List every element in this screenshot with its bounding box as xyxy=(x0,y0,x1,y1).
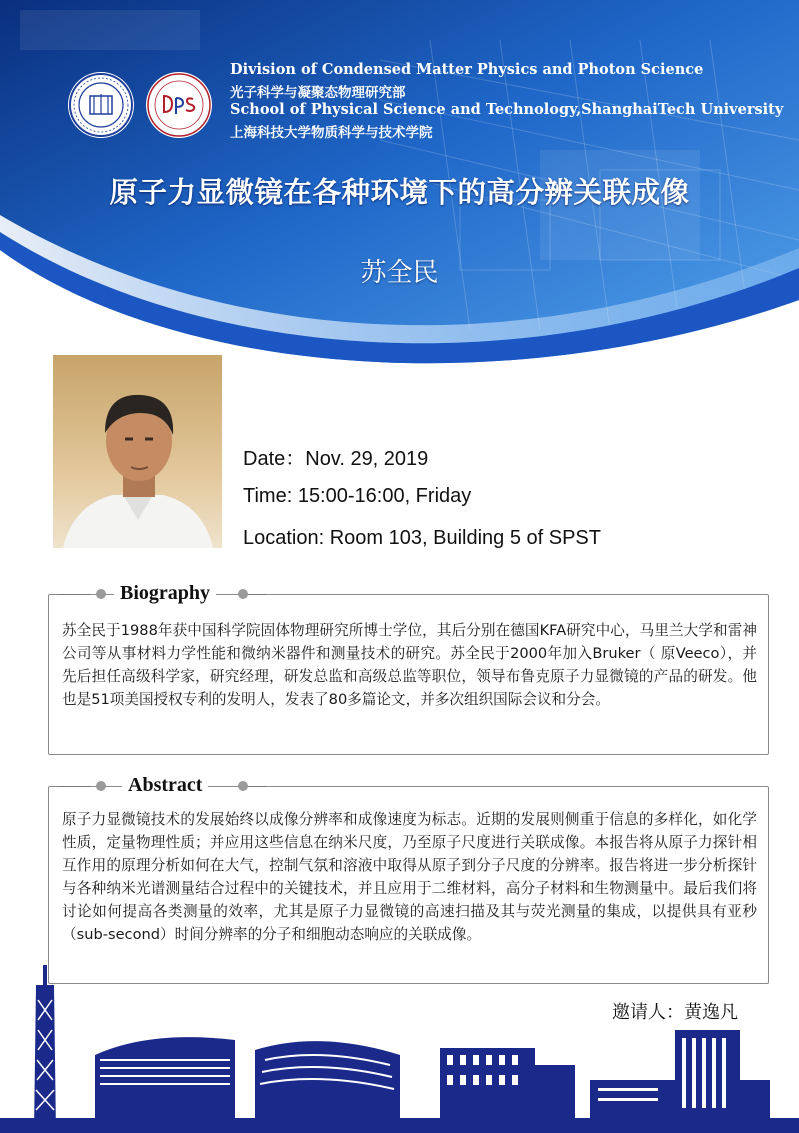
header-banner xyxy=(0,0,799,400)
event-location: Location: Room 103, Building 5 of SPST xyxy=(243,527,601,549)
abstract-dot-left xyxy=(96,781,106,791)
abstract-text: 原子力显微镜技术的发展始终以成像分辨率和成像速度为标志。近期的发展则侧重于信息的多样化，如化学性质，定量物理性质；并应用这些信息在纳米尺度，乃至原子尺度进行关联成像。本报告将从原子力探针相互作用的原理分析如何在大气，控制气氛和溶液中取得从原子到分子尺度的分辨率。报告将进一步分析探针与各种纳米光谱测量结合过程中的关键技术，并且应用于二维材料，高分子材料和生物测量中。最后我们将讨论如何提高各类测量的效率，尤其是原子力显微镜的高速扫描及其与荧光测量的集成，以提供具有亚秒（sub-second）时间分辨率的分子和细胞动态响应的关联成像。 xyxy=(62,811,757,943)
org-name-cn-2: 上海科技大学物质科学与技术学院 xyxy=(230,125,433,141)
event-date: Date：Nov. 29, 2019 xyxy=(243,448,429,470)
talk-title: 原子力显微镜在各种环境下的高分辨关联成像 xyxy=(109,176,690,209)
speaker-photo xyxy=(53,355,222,548)
speaker-name: 苏全民 xyxy=(360,258,439,288)
abstract-heading: Abstract xyxy=(122,774,208,797)
biography-text: 苏全民于1988年获中国科学院固体物理研究所博士学位，其后分别在德国KFA研究中心，马里兰大学和雷神公司等从事材料力学性能和微纳米器件和测量技术的研究。苏全民于2000年加入Bruker（ 原Veeco），并先后担任高级科学家，研究经理，研发总监和高级总监等职位，领导布鲁克原子力显微镜的产品的研发。他也是51项美国授权专利的发明人，发表了80多篇论文，并多次组织国际会议和分会。 xyxy=(62,622,757,708)
org-name-en-2: School of Physical Science and Technology,ShanghaiTech University xyxy=(230,101,784,118)
biography-dot-right xyxy=(238,589,248,599)
biography-heading: Biography xyxy=(114,582,216,605)
org-name-en-1: Division of Condensed Matter Physics and Photon Science xyxy=(230,61,704,78)
tower-icon xyxy=(34,965,56,1133)
org-name-cn-1: 光子科学与凝聚态物理研究部 xyxy=(230,85,406,101)
footer-skyline xyxy=(0,960,799,1133)
shanghaitech-university-seal xyxy=(68,72,134,138)
abstract-dot-right xyxy=(238,781,248,791)
biography-dot-left xyxy=(96,589,106,599)
event-time: Time: 15:00-16:00, Friday xyxy=(243,485,472,507)
dps-logo xyxy=(146,72,212,138)
inviter: 邀请人：黄逸凡 xyxy=(612,1002,738,1023)
